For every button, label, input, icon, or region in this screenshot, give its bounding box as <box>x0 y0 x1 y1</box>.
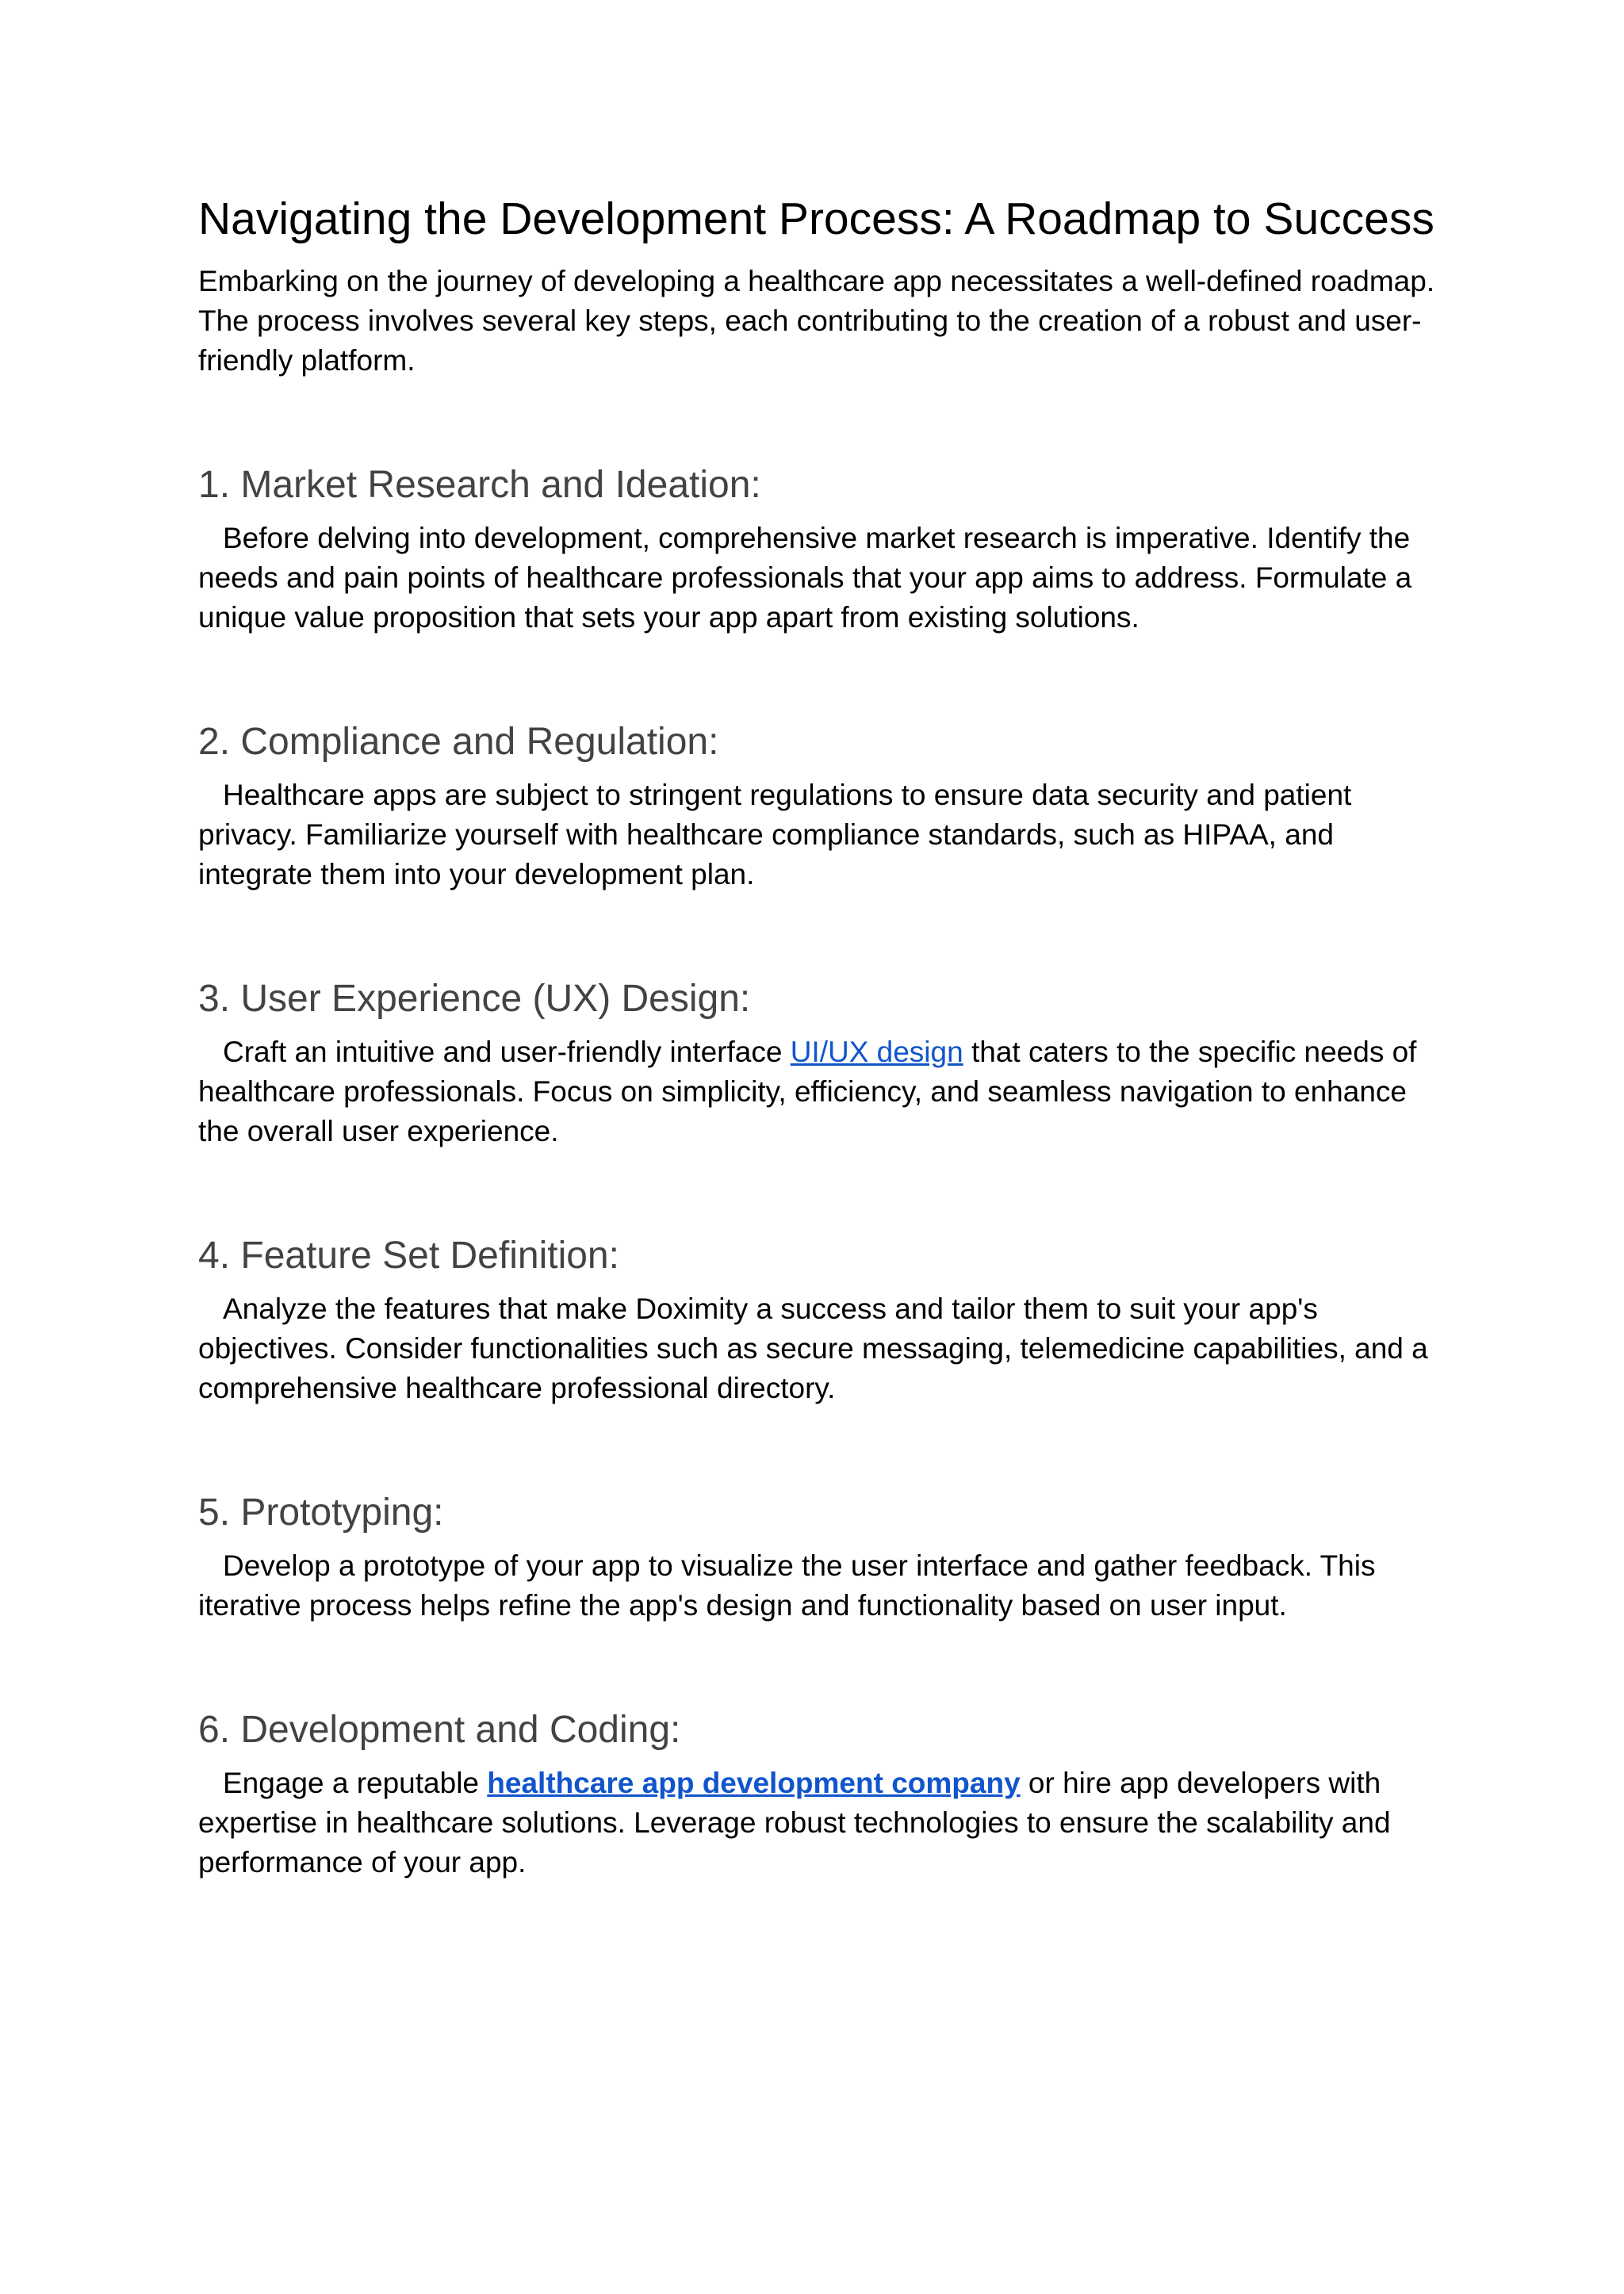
section-heading: 3. User Experience (UX) Design: <box>198 978 751 1020</box>
document-page <box>198 190 1451 1882</box>
section-body <box>198 519 1451 638</box>
uiux-design-link[interactable]: UI/UX design <box>790 1036 963 1068</box>
section-heading: 1. Market Research and Ideation: <box>198 464 761 506</box>
healthcare-app-development-link[interactable]: healthcare app development company <box>487 1767 1021 1799</box>
section-body-text: Engage a reputable <box>223 1767 488 1799</box>
section-body <box>198 1764 1451 1882</box>
section-feature-set <box>198 1232 1451 1408</box>
section-body <box>198 1032 1451 1151</box>
section-heading: 2. Compliance and Regulation: <box>198 721 719 763</box>
section-development <box>198 1706 1451 1882</box>
section-body-text: that caters to the specific needs of healthcare professionals. Focus on simplicity, efficiency, and seamless navigation to enhance the overall user experience. <box>198 1036 1417 1147</box>
section-body-text: or hire app developers with expertise in healthcare solutions. Leverage robust technologies to ensure the scalability and performance of your app. <box>198 1767 1391 1878</box>
section-heading: 6. Development and Coding: <box>198 1709 681 1751</box>
section-ux-design <box>198 975 1451 1151</box>
section-body <box>198 1289 1451 1408</box>
section-body <box>198 776 1451 894</box>
section-body-text: Analyze the features that make Doximity a success and tailor them to suit your app's objectives. Consider functionalities such as secure messaging, telemedicine capabilities, and a comprehensive healthcare professional directory. <box>198 1293 1428 1404</box>
section-market-research <box>198 461 1451 638</box>
section-body-text: Before delving into development, comprehensive market research is imperative. Identify the needs and pain points of healthcare professionals that your app aims to address. Formulate a unique value proposition that sets your app apart from existing solutions. <box>198 522 1412 634</box>
section-heading: 4. Feature Set Definition: <box>198 1235 619 1277</box>
section-prototyping <box>198 1489 1451 1626</box>
section-body-text: Develop a prototype of your app to visualize the user interface and gather feedback. This iterative process helps refine the app's design and functionality based on user input. <box>198 1549 1376 1622</box>
section-body-text: Craft an intuitive and user-friendly interface <box>223 1036 791 1068</box>
intro-paragraph: Embarking on the journey of developing a healthcare app necessitates a well-defined roadmap. The process involves several key steps, each contributing to the creation of a robust and user-friendly platform. <box>198 265 1435 377</box>
section-body-text: Healthcare apps are subject to stringent regulations to ensure data security and patient privacy. Familiarize yourself with healthcare compliance standards, such as HIPAA, and integrate them into your development plan. <box>198 779 1352 890</box>
section-heading: 5. Prototyping: <box>198 1492 444 1534</box>
section-body <box>198 1546 1451 1626</box>
section-compliance <box>198 718 1451 894</box>
document-title: Navigating the Development Process: A Roadmap to Success <box>198 193 1434 244</box>
